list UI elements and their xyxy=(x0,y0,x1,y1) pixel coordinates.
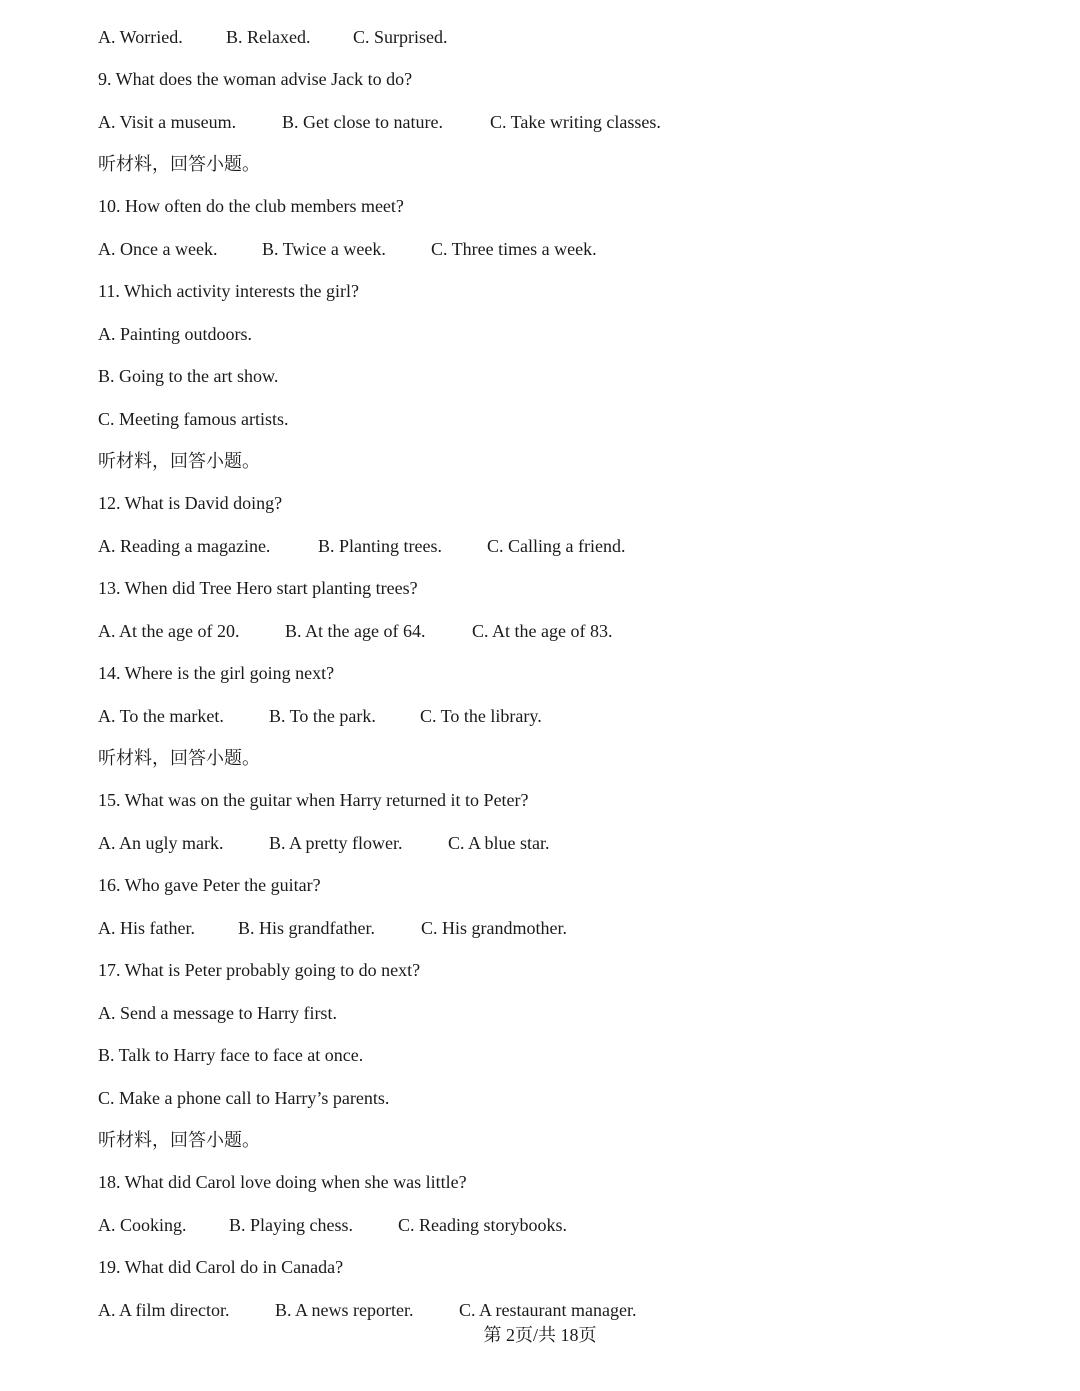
option-a: A. His father. xyxy=(98,918,195,938)
option-a: A. Painting outdoors. xyxy=(98,324,253,344)
question-12: 12. What is David doing? xyxy=(98,493,283,513)
section-instruction: 听材料，回答小题。 xyxy=(98,154,260,174)
question-17: 17. What is Peter probably going to do next? xyxy=(98,960,421,980)
option-a: A. Cooking. xyxy=(98,1215,187,1235)
question-14: 14. Where is the girl going next? xyxy=(98,663,335,683)
section-instruction: 听材料，回答小题。 xyxy=(98,748,260,768)
option-b: B. Twice a week. xyxy=(262,239,386,259)
option-b: B. A pretty flower. xyxy=(269,833,403,853)
option-c: C. Meeting famous artists. xyxy=(98,409,289,429)
option-a: A. An ugly mark. xyxy=(98,833,224,853)
option-c: C. Surprised. xyxy=(353,27,448,47)
option-b: B. Playing chess. xyxy=(229,1215,353,1235)
option-c: C. Three times a week. xyxy=(431,239,597,259)
option-b: B. Planting trees. xyxy=(318,536,442,556)
option-c: C. Reading storybooks. xyxy=(398,1215,567,1235)
question-13: 13. When did Tree Hero start planting trees? xyxy=(98,578,418,598)
question-18: 18. What did Carol love doing when she was little? xyxy=(98,1172,467,1192)
option-a: A. A film director. xyxy=(98,1300,230,1320)
option-c: C. A restaurant manager. xyxy=(459,1300,637,1320)
section-instruction: 听材料，回答小题。 xyxy=(98,451,260,471)
option-c: C. Calling a friend. xyxy=(487,536,626,556)
page-footer: 第 2页/共 18页 xyxy=(483,1325,597,1345)
option-a: A. Visit a museum. xyxy=(98,112,237,132)
option-b: B. To the park. xyxy=(269,706,376,726)
section-instruction: 听材料，回答小题。 xyxy=(98,1130,260,1150)
option-a: A. At the age of 20. xyxy=(98,621,240,641)
option-a: A. Once a week. xyxy=(98,239,218,259)
question-11: 11. Which activity interests the girl? xyxy=(98,281,359,301)
question-10: 10. How often do the club members meet? xyxy=(98,196,404,216)
question-15: 15. What was on the guitar when Harry returned it to Peter? xyxy=(98,790,529,810)
option-b: B. A news reporter. xyxy=(275,1300,414,1320)
question-19: 19. What did Carol do in Canada? xyxy=(98,1257,344,1277)
option-c: C. A blue star. xyxy=(448,833,550,853)
option-a: A. Send a message to Harry first. xyxy=(98,1003,337,1023)
option-b: B. Talk to Harry face to face at once. xyxy=(98,1045,364,1065)
option-c: C. Make a phone call to Harry’s parents. xyxy=(98,1088,390,1108)
option-a: A. To the market. xyxy=(98,706,224,726)
option-b: B. Relaxed. xyxy=(226,27,311,47)
option-c: C. To the library. xyxy=(420,706,542,726)
option-a: A. Reading a magazine. xyxy=(98,536,271,556)
question-16: 16. Who gave Peter the guitar? xyxy=(98,875,321,895)
question-9: 9. What does the woman advise Jack to do? xyxy=(98,69,413,89)
option-b: B. Get close to nature. xyxy=(282,112,443,132)
option-c: C. His grandmother. xyxy=(421,918,567,938)
option-b: B. Going to the art show. xyxy=(98,366,279,386)
option-c: C. Take writing classes. xyxy=(490,112,661,132)
option-a: A. Worried. xyxy=(98,27,183,47)
option-b: B. His grandfather. xyxy=(238,918,375,938)
option-b: B. At the age of 64. xyxy=(285,621,426,641)
option-c: C. At the age of 83. xyxy=(472,621,613,641)
